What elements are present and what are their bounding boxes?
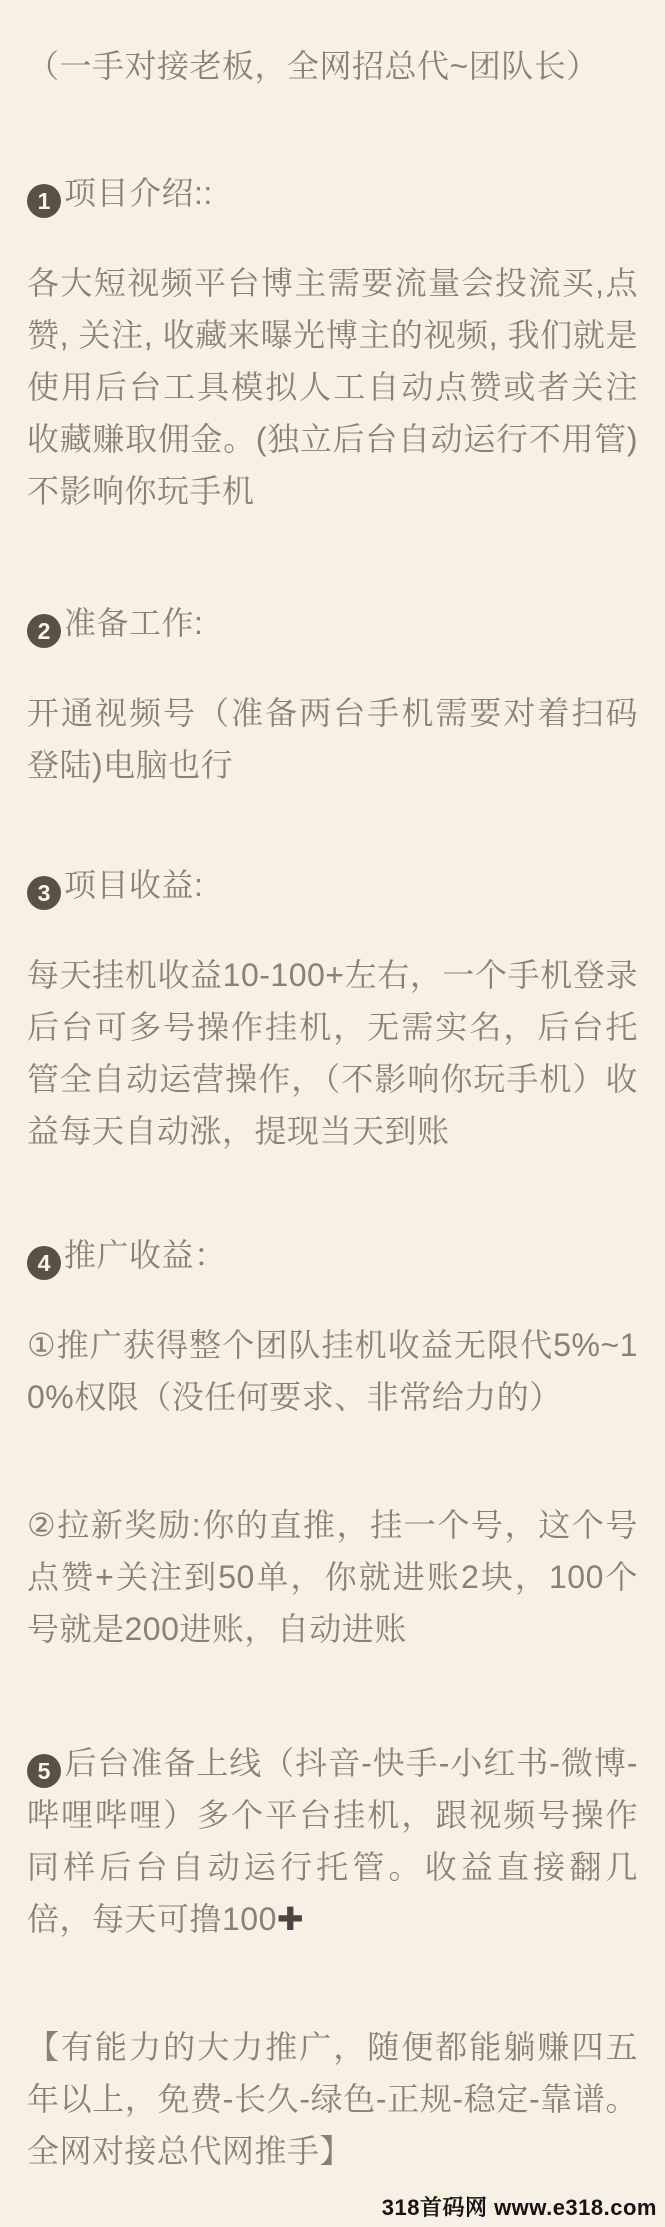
section-upcoming-platforms (27, 1737, 638, 1945)
section-paragraph: ②拉新奖励:你的直推，挂一个号，这个号点赞+关注到50单，你就进账2块，100个号就是200进账，自动进账 (27, 1507, 638, 1647)
section-heading (27, 1229, 638, 1281)
section-text: 后台准备上线（抖音-快手-小红书-微博-哔哩哔哩）多个平台挂机，跟视频号操作同样后台自动运行托管。收益直接翻几倍，每天可撸100 (27, 1745, 638, 1937)
section-paragraph: 每天挂机收益10-100+左右，一个手机登录后台可多号操作挂机，无需实名，后台托管全自动运营操作，（不影响你玩手机）收益每天自动涨，提现当天到账 (27, 957, 638, 1149)
heavy-plus-icon: ✚ (276, 1901, 305, 1937)
circled-number-1-icon: 1 (27, 184, 61, 218)
section-paragraph: ①推广获得整个团队挂机收益无限代5%~10%权限（没任何要求、非常给力的） (27, 1327, 638, 1415)
section-heading (27, 597, 638, 649)
section-title: 准备工作: (64, 605, 204, 641)
section-heading (27, 167, 638, 219)
section-heading (27, 859, 638, 911)
section-promotion-earnings (27, 1229, 638, 1655)
section-paragraph: 开通视频号（准备两台手机需要对着扫码登陆)电脑也行 (27, 695, 638, 783)
section-project-earnings (27, 859, 638, 1157)
circled-number-2-icon: 2 (27, 614, 61, 648)
section-preparation (27, 597, 638, 791)
watermark: 318首码网 www.e318.com (381, 2195, 657, 2220)
section-paragraph (27, 1737, 638, 1945)
header-line: （一手对接老板，全网招总代~团队长） (27, 48, 599, 84)
circled-number-5-icon: 5 (27, 1754, 61, 1788)
circled-number-3-icon: 3 (27, 876, 61, 910)
section-title: 推广收益： (64, 1237, 227, 1273)
section-paragraph: 各大短视频平台博主需要流量会投流买,点赞, 关注, 收藏来曝光博主的视频, 我们就是使用后台工具模拟人工自动点赞或者关注收藏赚取佣金。(独立后台自动运行不用管)不影响你玩手机 (27, 265, 638, 509)
section-project-intro (27, 167, 638, 517)
footer-note: 【有能力的大力推广，随便都能躺赚四五年以上，免费-长久-绿色-正规-稳定-靠谱。全网对接总代网推手】 (27, 2029, 638, 2169)
section-title: 项目收益: (64, 867, 204, 903)
section-title: 项目介绍:: (64, 175, 213, 211)
circled-number-4-icon: 4 (27, 1246, 61, 1280)
